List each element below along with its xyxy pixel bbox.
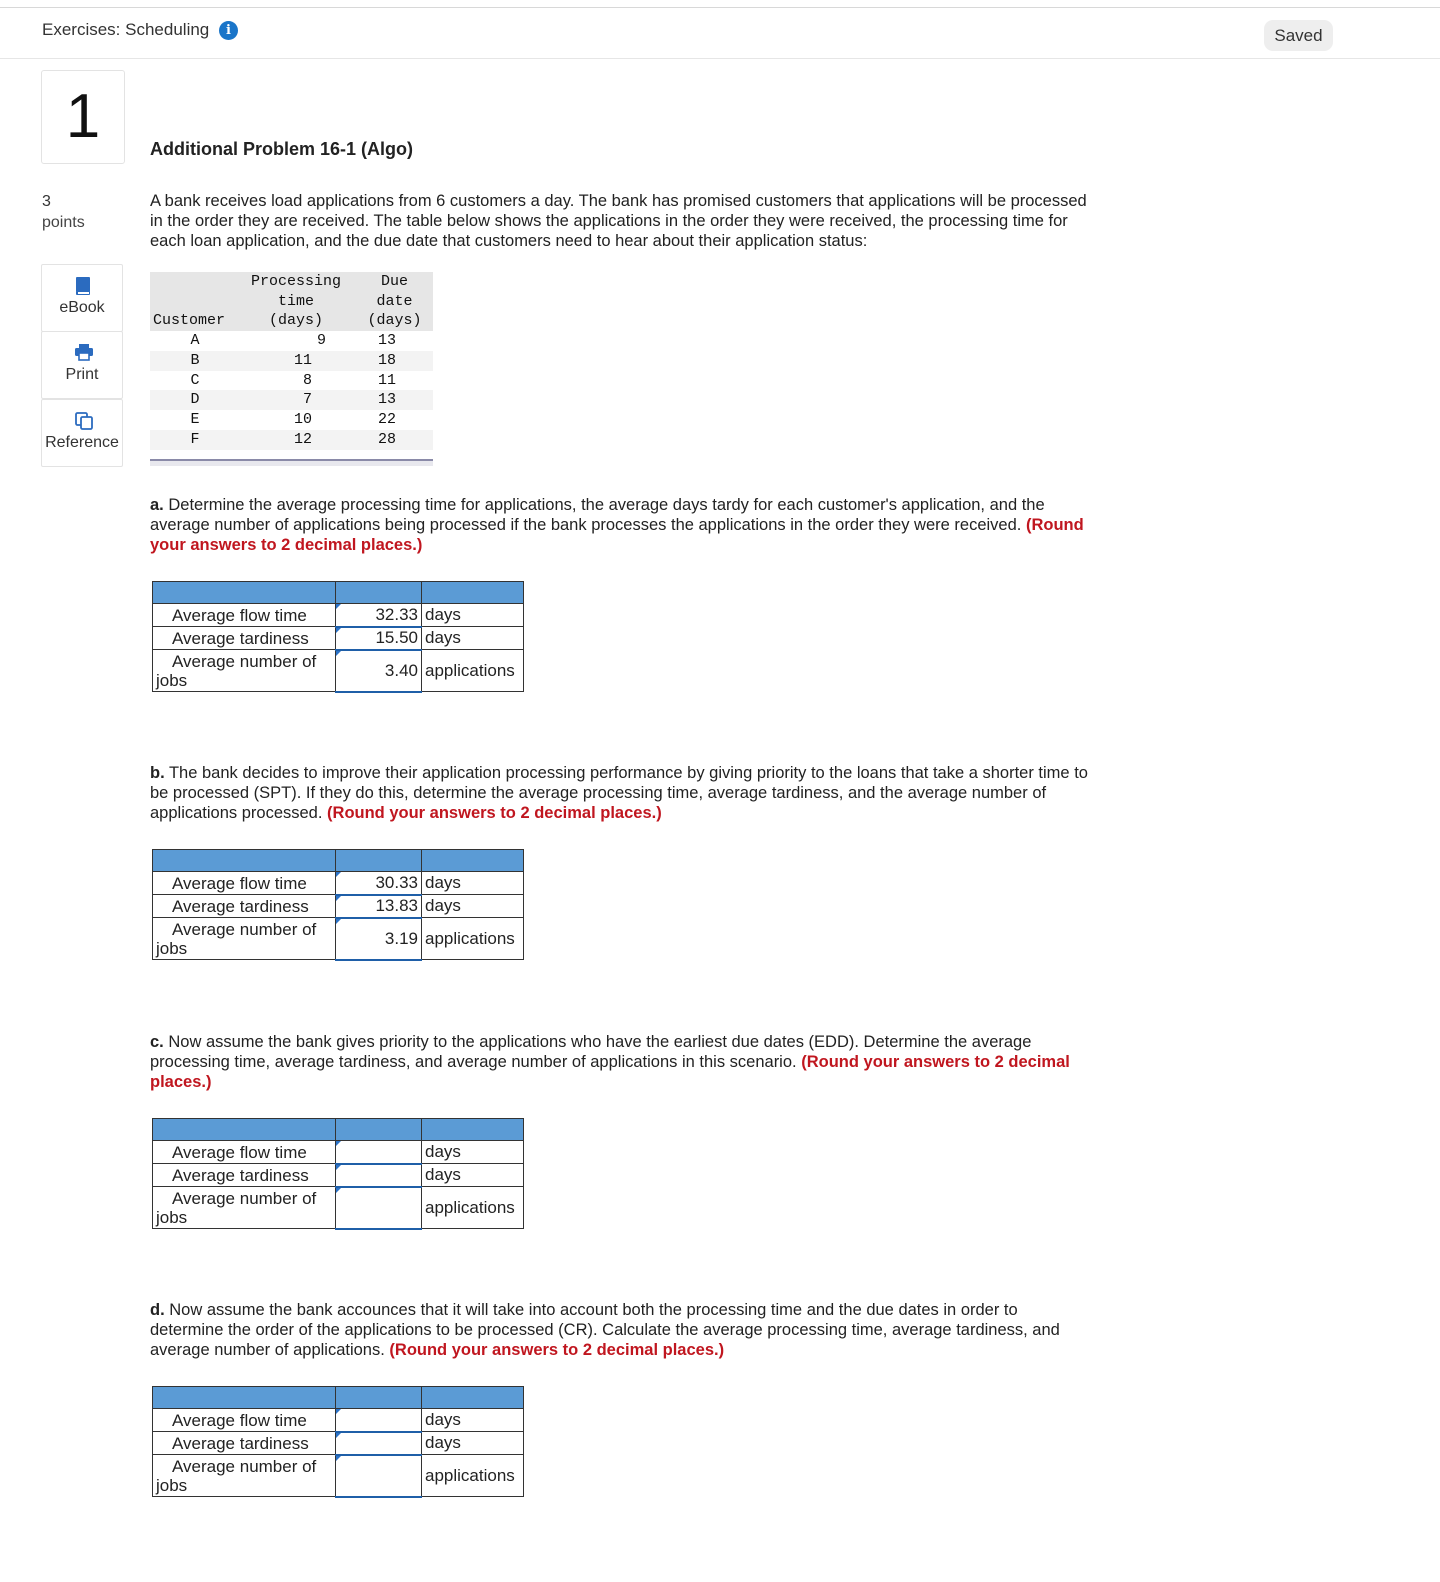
row-label [153,650,336,692]
number-of-jobs-input[interactable]: 3.40 [336,650,422,692]
row-label [153,1187,336,1229]
print-label: Print [65,366,99,383]
cell-customer: D [190,391,200,409]
header-processing-l3: (days) [268,312,323,329]
cell-due: 11 [377,371,396,389]
row-unit: days [422,1432,524,1455]
row-unit: days [422,1409,524,1432]
row-unit: days [422,895,524,918]
row-label-line2: jobs [156,1475,188,1495]
answer-row-number-of-jobs [153,1187,524,1229]
info-icon[interactable]: i [219,21,238,40]
given-data-table [150,272,433,450]
part-c-answer-table [152,1118,524,1230]
reference-label: Reference [45,434,119,451]
number-of-jobs-input[interactable] [336,1455,422,1497]
part-d-letter: d. [150,1301,165,1319]
row-label-line1: Average number of [172,651,317,671]
answer-row-flow-time [153,1141,524,1164]
table-row [150,371,433,391]
tardiness-input[interactable] [336,1164,422,1187]
cell-processing: 10 [293,411,312,429]
answer-row-flow-time [153,872,524,895]
row-label: Average flow time [153,1409,336,1432]
given-table-header [150,272,433,331]
row-unit: applications [422,1455,524,1497]
part-c-question: Now assume the bank gives priority to the applications who have the earliest due dates (EDD). Determine the average processing time, average tardiness, and average number of applications in this scenario. [150,1033,1032,1071]
row-label-line2: jobs [156,938,188,958]
cell-due: 22 [377,411,396,429]
header-bar [0,8,1440,59]
part-b-letter: b. [150,764,165,782]
part-c-instruction: (Round your answers to 2 decimal places.) [150,1053,1070,1091]
part-a-text [150,495,1090,555]
row-label [153,1455,336,1497]
table-row [150,390,433,410]
copy-icon [74,411,94,431]
row-label: Average flow time [153,1141,336,1164]
part-b-answer-table [152,849,524,961]
answer-row-tardiness [153,1164,524,1187]
answer-row-tardiness [153,627,524,650]
row-unit: days [422,1164,524,1187]
answer-table-header [153,850,524,872]
part-a-question: Determine the average processing time for applications, the average days tardy for each customer's application, and the average number of applications being processed if the bank processes the applications in the order they were received. [150,496,1045,534]
cell-processing: 9 [316,332,326,349]
reference-button[interactable] [41,399,123,467]
tardiness-input[interactable]: 15.50 [336,627,422,650]
row-label-line1: Average number of [172,1456,317,1476]
part-c-letter: c. [150,1033,164,1051]
part-d-instruction: (Round your answers to 2 decimal places.) [389,1341,725,1359]
flow-time-input[interactable] [336,1141,422,1164]
part-d-question: Now assume the bank accounces that it will take into account both the processing time and the due dates in order to determine the order of the applications to be processed (CR). Calculate the average processing time, average tardiness, and average number of applications. [150,1301,1060,1359]
cell-customer: E [190,411,200,429]
answer-row-flow-time [153,1409,524,1432]
row-label: Average tardiness [153,627,336,650]
tardiness-input[interactable]: 13.83 [336,895,422,918]
part-b-question: The bank decides to improve their application processing performance by giving priority to the loans that take a shorter time to be processed (SPT). If they do this, determine the average processing time, average tardiness, and the average number of applications processed. [150,764,1088,822]
problem-intro: A bank receives load applications from 6 customers a day. The bank has promised customers that applications will be processed in the order they are received. The table below shows the applications in the order they were received, the processing time for each loan application, and the due date that customers need to hear about their application status: [150,192,1087,250]
part-d-answer-table [152,1386,524,1498]
points-label: points [42,214,85,231]
answer-row-tardiness [153,895,524,918]
row-label-line2: jobs [156,670,188,690]
part-d-text [150,1300,1090,1360]
page-title: Exercises: Scheduling [42,20,210,39]
header-due-l1: Due [380,273,408,290]
part-b-text [150,763,1090,823]
cell-customer: C [190,371,200,389]
cell-due: 13 [377,391,396,409]
cell-processing: 11 [293,351,312,369]
answer-row-tardiness [153,1432,524,1455]
row-unit: applications [422,1187,524,1229]
flow-time-input[interactable] [336,1409,422,1432]
row-unit: applications [422,918,524,960]
row-unit: days [422,604,524,627]
cell-processing: 7 [302,391,312,409]
row-label [153,918,336,960]
part-a-instruction: (Round your answers to 2 decimal places.) [150,516,1084,554]
cell-processing: 12 [293,430,312,448]
answer-row-number-of-jobs [153,650,524,692]
points-value: 3 [42,193,51,210]
table-row [150,331,433,351]
header-processing-l2: time [277,292,314,310]
given-table-footer [150,459,433,466]
book-icon [74,276,92,296]
saved-status-badge: Saved [1264,20,1333,51]
table-row [150,351,433,371]
cell-due: 28 [377,430,396,448]
row-label-line1: Average number of [172,1188,317,1208]
row-unit: applications [422,650,524,692]
tardiness-input[interactable] [336,1432,422,1455]
header-customer: Customer [153,312,226,329]
table-row [150,410,433,430]
row-label: Average tardiness [153,895,336,918]
flow-time-input[interactable]: 32.33 [336,604,422,627]
points-info [42,191,85,233]
header-due-l3: (days) [367,312,422,329]
row-label-line2: jobs [156,1207,188,1227]
table-row [150,430,433,450]
row-unit: days [422,627,524,650]
part-b-instruction: (Round your answers to 2 decimal places.) [327,804,662,822]
header-processing-l1: Processing [250,273,341,290]
print-button[interactable] [41,331,123,399]
ebook-button[interactable] [41,264,123,332]
answer-table-header [153,1119,524,1141]
cell-customer: A [190,332,200,349]
ebook-label: eBook [59,299,105,316]
cell-due: 13 [377,332,396,349]
cell-customer: F [190,430,200,448]
answer-row-number-of-jobs [153,918,524,960]
number-of-jobs-input[interactable]: 3.19 [336,918,422,960]
row-label: Average tardiness [153,1164,336,1187]
row-unit: days [422,872,524,895]
row-label: Average tardiness [153,1432,336,1455]
cell-customer: B [190,351,200,369]
number-of-jobs-input[interactable] [336,1187,422,1229]
answer-table-header [153,1387,524,1409]
problem-title: Additional Problem 16-1 (Algo) [150,139,414,159]
printer-icon [74,343,94,361]
cell-due: 18 [377,351,396,369]
answer-row-number-of-jobs [153,1455,524,1497]
row-label: Average flow time [153,872,336,895]
answer-table-header [153,582,524,604]
cell-processing: 8 [302,371,312,389]
question-number: 1 [41,70,125,164]
header-due-l2: date [376,292,413,310]
answer-row-flow-time [153,604,524,627]
row-label: Average flow time [153,604,336,627]
part-a-answer-table [152,581,524,693]
row-unit: days [422,1141,524,1164]
flow-time-input[interactable]: 30.33 [336,872,422,895]
row-label-line1: Average number of [172,919,317,939]
part-c-text [150,1032,1090,1092]
part-a-letter: a. [150,496,164,514]
